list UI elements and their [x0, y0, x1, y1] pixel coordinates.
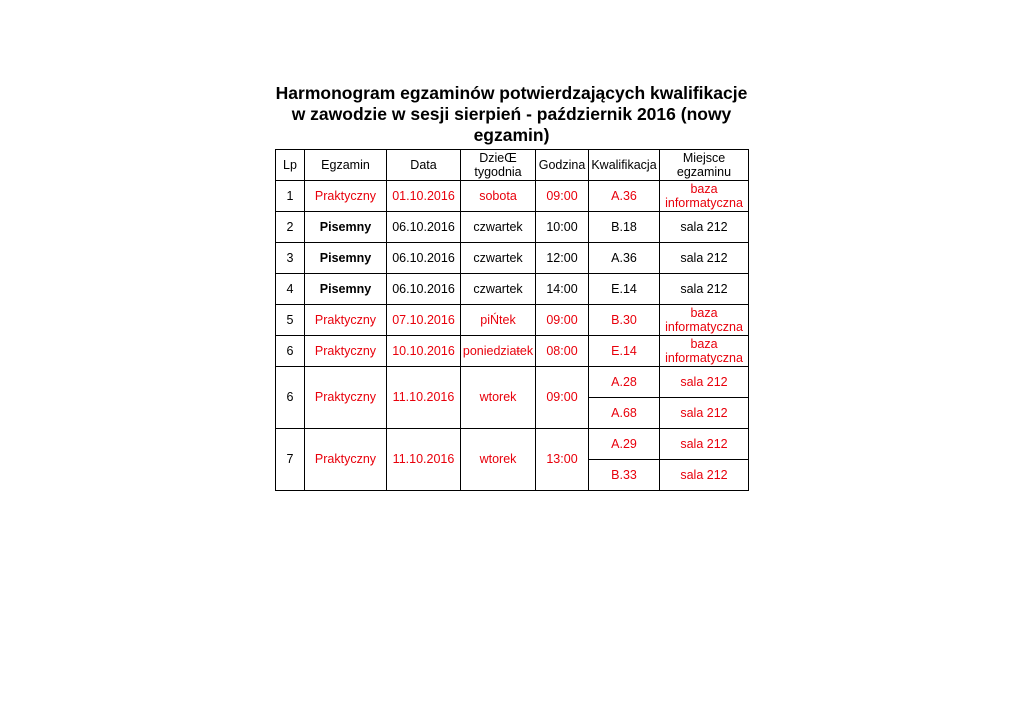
cell-miejsce: sala 212	[660, 460, 749, 491]
cell-egzamin: Pisemny	[305, 274, 387, 305]
cell-data: 11.10.2016	[387, 367, 461, 429]
cell-miejsce: sala 212	[660, 212, 749, 243]
cell-kwalifikacja: A.28	[589, 367, 660, 398]
cell-miejsce: baza informatyczna	[660, 336, 749, 367]
header-dzien-tygodnia: DzieŒ tygodnia	[461, 150, 536, 181]
cell-dzien: sobota	[461, 181, 536, 212]
cell-egzamin: Pisemny	[305, 243, 387, 274]
cell-lp: 6	[276, 336, 305, 367]
cell-lp: 4	[276, 274, 305, 305]
cell-miejsce: sala 212	[660, 243, 749, 274]
cell-data: 10.10.2016	[387, 336, 461, 367]
cell-egzamin: Praktyczny	[305, 367, 387, 429]
cell-data: 01.10.2016	[387, 181, 461, 212]
cell-godzina: 14:00	[536, 274, 589, 305]
cell-kwalifikacja: E.14	[589, 336, 660, 367]
cell-lp: 5	[276, 305, 305, 336]
cell-godzina: 09:00	[536, 181, 589, 212]
cell-kwalifikacja: B.18	[589, 212, 660, 243]
table-row	[276, 367, 749, 398]
title-line-2: w zawodzie w sesji sierpień - październik 2016 (nowy	[291, 104, 732, 124]
cell-miejsce: baza informatyczna	[660, 181, 749, 212]
cell-miejsce: sala 212	[660, 367, 749, 398]
table-row	[276, 336, 749, 367]
cell-lp: 2	[276, 212, 305, 243]
cell-godzina: 09:00	[536, 367, 589, 429]
cell-godzina: 13:00	[536, 429, 589, 491]
cell-dzien: piŃtek	[461, 305, 536, 336]
cell-kwalifikacja: A.36	[589, 243, 660, 274]
table-row	[276, 181, 749, 212]
document-title	[275, 83, 748, 146]
cell-data: 06.10.2016	[387, 243, 461, 274]
cell-lp: 6	[276, 367, 305, 429]
header-row	[276, 150, 749, 181]
table-row	[276, 429, 749, 460]
cell-egzamin: Praktyczny	[305, 336, 387, 367]
cell-kwalifikacja: B.33	[589, 460, 660, 491]
table-row	[276, 274, 749, 305]
cell-godzina: 09:00	[536, 305, 589, 336]
cell-data: 07.10.2016	[387, 305, 461, 336]
cell-miejsce: sala 212	[660, 429, 749, 460]
cell-dzien: wtorek	[461, 367, 536, 429]
header-egzamin: Egzamin	[305, 150, 387, 181]
cell-miejsce: sala 212	[660, 274, 749, 305]
title-line-3: egzamin)	[473, 125, 550, 145]
cell-dzien: wtorek	[461, 429, 536, 491]
cell-data: 06.10.2016	[387, 212, 461, 243]
cell-data: 06.10.2016	[387, 274, 461, 305]
cell-egzamin: Praktyczny	[305, 305, 387, 336]
cell-egzamin: Praktyczny	[305, 181, 387, 212]
cell-godzina: 12:00	[536, 243, 589, 274]
cell-kwalifikacja: A.29	[589, 429, 660, 460]
cell-egzamin: Pisemny	[305, 212, 387, 243]
header-godzina: Godzina	[536, 150, 589, 181]
cell-kwalifikacja: A.68	[589, 398, 660, 429]
header-lp: Lp	[276, 150, 305, 181]
table-row	[276, 212, 749, 243]
header-kwalifikacja: Kwalifikacja	[589, 150, 660, 181]
cell-dzien: czwartek	[461, 274, 536, 305]
table-row	[276, 243, 749, 274]
cell-lp: 3	[276, 243, 305, 274]
table-row	[276, 305, 749, 336]
cell-miejsce: baza informatyczna	[660, 305, 749, 336]
cell-dzien: poniedziaŧek	[461, 336, 536, 367]
cell-kwalifikacja: E.14	[589, 274, 660, 305]
header-miejsce-egzaminu: Miejsce egzaminu	[660, 150, 749, 181]
cell-lp: 1	[276, 181, 305, 212]
cell-dzien: czwartek	[461, 243, 536, 274]
cell-data: 11.10.2016	[387, 429, 461, 491]
cell-egzamin: Praktyczny	[305, 429, 387, 491]
cell-kwalifikacja: B.30	[589, 305, 660, 336]
cell-godzina: 10:00	[536, 212, 589, 243]
title-line-1: Harmonogram egzaminów potwierdzających kwalifikacje	[275, 83, 748, 103]
cell-dzien: czwartek	[461, 212, 536, 243]
exam-schedule-table	[275, 149, 749, 491]
cell-miejsce: sala 212	[660, 398, 749, 429]
cell-lp: 7	[276, 429, 305, 491]
header-data: Data	[387, 150, 461, 181]
cell-godzina: 08:00	[536, 336, 589, 367]
cell-kwalifikacja: A.36	[589, 181, 660, 212]
